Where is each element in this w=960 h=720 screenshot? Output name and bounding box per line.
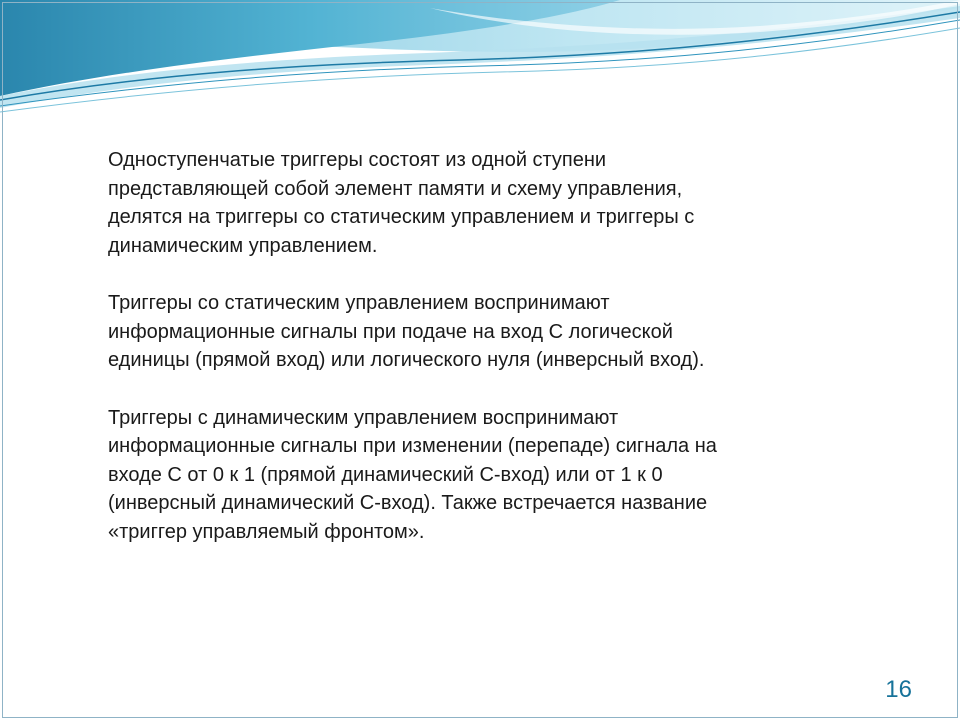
slide-number: 16 [885, 676, 912, 703]
paragraph-static-control: Триггеры со статическим управлением воспринимают информационные сигналы при подаче на вход С логической единицы (прямой вход) или логического нуля (инверсный вход). [108, 292, 705, 371]
wave-header-decoration [0, 0, 960, 120]
paragraph-dynamic-control: Триггеры с динамическим управлением воспринимают информационные сигналы при изменении (перепаде) сигнала на входе С от 0 к 1 (прямой динамический С-вход) или от 1 к 0 (инверсный динамический С-вход). Также встречается название «триггер управляемый фронтом». [108, 406, 717, 543]
slide-body [108, 146, 848, 575]
paragraph-single-stage-triggers: Одноступенчатые триггеры состоят из одной ступени представляющей собой элемент памяти и схему управления, делятся на триггеры со статическим управлением и триггеры с динамическим управлением. [108, 149, 695, 257]
